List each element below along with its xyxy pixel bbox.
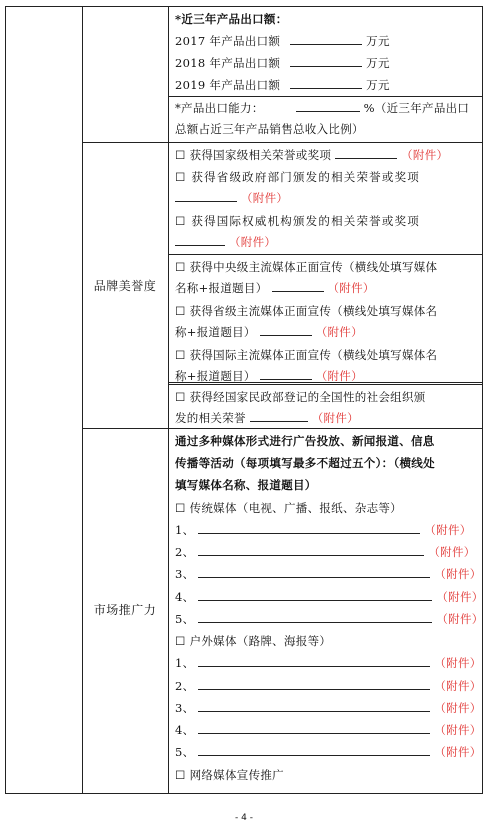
attachment-label: （附件） xyxy=(434,745,482,759)
attachment-label: （附件） xyxy=(311,411,359,425)
attachment-label: （附件） xyxy=(228,235,277,249)
traditional-item-4 xyxy=(175,590,484,605)
attachment-label: （附件） xyxy=(428,545,476,559)
attachment-label: （附件） xyxy=(436,612,484,626)
export-row-2018 xyxy=(175,56,390,71)
market-intro-line1: 通过多种媒体形式进行广告投放、新闻报道、信息 xyxy=(175,434,435,448)
category-brand-reputation: 品牌美誉度 xyxy=(93,279,157,293)
item-number: 4、 xyxy=(175,723,195,737)
honor-national xyxy=(175,148,448,163)
export-row-label: 2018 年产品出口额 xyxy=(175,56,281,70)
capacity-suffix: %（近三年产品出口 xyxy=(363,101,470,115)
honor-international-line2 xyxy=(175,235,276,250)
cell-separator xyxy=(168,96,483,97)
item-number: 1、 xyxy=(175,523,195,537)
attachment-label: （附件） xyxy=(434,701,482,715)
item-number: 2、 xyxy=(175,679,195,693)
media-provincial-line2 xyxy=(175,325,363,340)
capacity-label: *产品出口能力： xyxy=(175,101,264,115)
media-entry-field[interactable] xyxy=(198,701,430,712)
table-border-left xyxy=(5,6,6,793)
table-border-right xyxy=(482,6,483,793)
outdoor-item-4 xyxy=(175,723,482,738)
item-number: 3、 xyxy=(175,701,195,715)
unit-label: 万元 xyxy=(366,56,390,70)
row-separator xyxy=(82,142,483,143)
attachment-label: （附件） xyxy=(315,369,363,383)
media-international-line2 xyxy=(175,369,363,384)
export-row-2017 xyxy=(175,34,390,49)
table-border-top xyxy=(5,6,483,7)
social-honor[interactable]: ☐ 获得经国家民政部登记的全国性的社会组织颁 xyxy=(175,390,426,404)
media-entry-field[interactable] xyxy=(198,590,432,601)
unit-label: 万元 xyxy=(366,78,390,92)
table-divider-col1 xyxy=(82,6,83,793)
traditional-item-5 xyxy=(175,612,484,627)
honor-provincial-line2 xyxy=(175,191,288,206)
attachment-label: （附件） xyxy=(401,148,449,162)
item-number: 4、 xyxy=(175,590,195,604)
market-intro-line2: 传播等活动（每项填写最多不超过五个）：（横线处 xyxy=(175,456,435,470)
cell-separator xyxy=(168,384,483,385)
market-intro-line3: 填写媒体名称、报道题目） xyxy=(175,478,317,492)
attachment-label: （附件） xyxy=(434,567,482,581)
media-line2-label: 名称+报道题目） xyxy=(175,281,268,295)
outdoor-item-5 xyxy=(175,745,482,760)
export-capacity-note: 总额占近三年产品销售总收入比例） xyxy=(175,122,364,136)
media-entry-field[interactable] xyxy=(198,523,420,534)
capacity-value-field[interactable] xyxy=(296,101,360,112)
export-value-field[interactable] xyxy=(290,34,362,45)
export-row-label: 2019 年产品出口额 xyxy=(175,78,281,92)
media-line2-label: 称+报道题目） xyxy=(175,325,256,339)
table-divider-col2 xyxy=(168,6,169,793)
export-value-field[interactable] xyxy=(290,56,362,67)
attachment-label: （附件） xyxy=(240,191,289,205)
media-entry-field[interactable] xyxy=(198,745,430,756)
media-entry-field[interactable] xyxy=(198,679,430,690)
honor-input-field[interactable] xyxy=(175,191,237,202)
item-number: 5、 xyxy=(175,612,195,626)
outdoor-item-2 xyxy=(175,679,482,694)
attachment-label: （附件） xyxy=(327,281,375,295)
item-number: 3、 xyxy=(175,567,195,581)
media-input-field[interactable] xyxy=(260,369,312,380)
attachment-label: （附件） xyxy=(434,656,482,670)
media-line2-label: 称+报道题目） xyxy=(175,369,256,383)
item-number: 5、 xyxy=(175,745,195,759)
traditional-item-1 xyxy=(175,523,472,538)
unit-label: 万元 xyxy=(366,34,390,48)
social-honor-line2 xyxy=(175,411,359,426)
outdoor-item-1 xyxy=(175,656,482,671)
media-entry-field[interactable] xyxy=(198,656,430,667)
honor-input-field[interactable] xyxy=(335,148,397,159)
traditional-item-2 xyxy=(175,545,476,560)
media-entry-field[interactable] xyxy=(198,567,430,578)
export-heading: *近三年产品出口额： xyxy=(175,12,288,26)
online-media-option[interactable]: ☐ 网络媒体宣传推广 xyxy=(175,768,284,782)
export-value-field[interactable] xyxy=(290,78,362,89)
outdoor-item-3 xyxy=(175,701,482,716)
page-number: - 4 - xyxy=(235,813,253,823)
export-row-label: 2017 年产品出口额 xyxy=(175,34,281,48)
honor-international[interactable]: ☐ 获得国际权威机构颁发的相关荣誉或奖项 xyxy=(175,214,420,228)
export-row-2019 xyxy=(175,78,390,93)
item-number: 1、 xyxy=(175,656,195,670)
outdoor-media-option[interactable]: ☐ 户外媒体（路牌、海报等） xyxy=(175,634,332,648)
social-input-field[interactable] xyxy=(250,411,308,422)
attachment-label: （附件） xyxy=(434,723,482,737)
attachment-label: （附件） xyxy=(434,679,482,693)
honor-checkbox-label[interactable]: ☐ 获得国家级相关荣誉或奖项 xyxy=(175,148,332,162)
table-border-bottom xyxy=(5,793,483,794)
media-international[interactable]: ☐ 获得国际主流媒体正面宣传（横线处填写媒体名 xyxy=(175,348,438,362)
media-entry-field[interactable] xyxy=(198,723,430,734)
social-line2-label: 发的相关荣誉 xyxy=(175,411,246,425)
media-entry-field[interactable] xyxy=(198,612,432,623)
media-central-line2 xyxy=(175,281,375,296)
media-input-field[interactable] xyxy=(272,281,324,292)
traditional-media-option[interactable]: ☐ 传统媒体（电视、广播、报纸、杂志等） xyxy=(175,501,402,515)
export-capacity-line xyxy=(175,101,469,116)
honor-provincial[interactable]: ☐ 获得省级政府部门颁发的相关荣誉或奖项 xyxy=(175,170,420,184)
row-separator xyxy=(82,428,483,429)
media-central[interactable]: ☐ 获得中央级主流媒体正面宣传（横线处填写媒体 xyxy=(175,260,438,274)
media-input-field[interactable] xyxy=(260,325,312,336)
media-provincial[interactable]: ☐ 获得省级主流媒体正面宣传（横线处填写媒体名 xyxy=(175,304,438,318)
traditional-item-3 xyxy=(175,567,482,582)
honor-input-field[interactable] xyxy=(175,235,225,246)
attachment-label: （附件） xyxy=(424,523,472,537)
category-market-promotion: 市场推广力 xyxy=(93,603,157,617)
cell-separator xyxy=(168,254,483,255)
attachment-label: （附件） xyxy=(315,325,363,339)
media-entry-field[interactable] xyxy=(198,545,424,556)
attachment-label: （附件） xyxy=(436,590,484,604)
item-number: 2、 xyxy=(175,545,195,559)
